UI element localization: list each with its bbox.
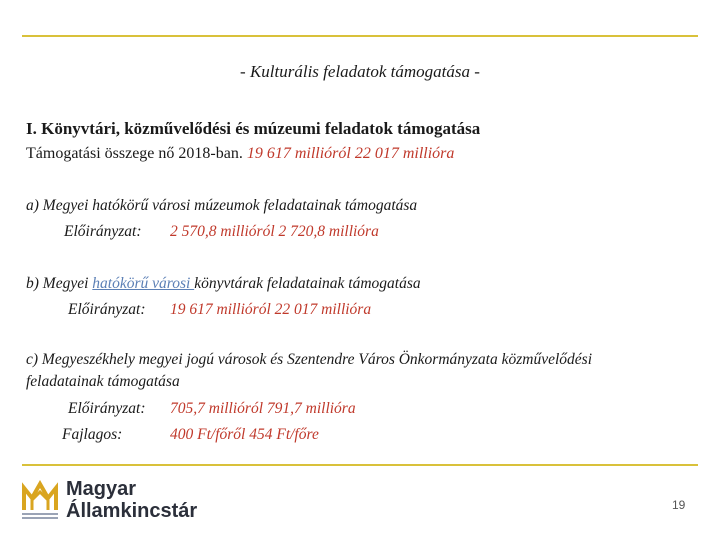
appropriation-label: Előirányzat: <box>64 223 142 240</box>
item-a-title: a) Megyei hatókörű városi múzeumok feladatainak támogatása <box>26 197 418 214</box>
item-c-title-line2: feladatainak támogatása <box>26 373 180 390</box>
crown-emblem-icon <box>22 480 58 520</box>
item-b-title-suffix: könyvtárak feladatainak támogatása <box>194 275 421 292</box>
item-b-title-prefix: b) Megyei <box>26 275 93 292</box>
support-value: 19 617 millióról 22 017 millióra <box>246 145 455 162</box>
appropriation-label: Előirányzat: <box>68 301 146 318</box>
item-c-appropriation <box>68 400 356 418</box>
top-divider <box>22 35 698 37</box>
item-c-per-capita <box>62 426 319 444</box>
logo-wordmark <box>66 478 197 522</box>
section-heading: I. Könyvtári, közművelődési és múzeumi feladatok támogatása <box>26 119 481 138</box>
item-b-appropriation <box>68 301 371 319</box>
appropriation-value: 2 570,8 millióról 2 720,8 millióra <box>170 223 379 240</box>
slide-title: - Kulturális feladatok támogatása - <box>240 62 480 81</box>
per-capita-label: Fajlagos: <box>62 426 123 443</box>
item-b-title <box>26 275 421 293</box>
item-b-title-link[interactable]: hatókörű városi <box>92 275 195 292</box>
logo-line-1: Magyar <box>66 478 137 500</box>
item-a-appropriation <box>64 223 379 241</box>
logo-line-2: Államkincstár <box>66 500 198 522</box>
bottom-divider <box>22 464 698 466</box>
treasury-logo <box>22 478 212 524</box>
page-number: 19 <box>672 498 686 512</box>
item-c-title-line1: c) Megyeszékhely megyei jogú városok és Szentendre Város Önkormányzata közművelődési <box>26 351 593 368</box>
support-line <box>26 145 454 163</box>
per-capita-value: 400 Ft/főről 454 Ft/főre <box>170 426 319 443</box>
appropriation-value: 19 617 millióról 22 017 millióra <box>170 301 372 318</box>
appropriation-value: 705,7 millióról 791,7 millióra <box>170 400 356 417</box>
appropriation-label: Előirányzat: <box>68 400 146 417</box>
support-label: Támogatási összege nő 2018-ban. <box>26 145 243 162</box>
